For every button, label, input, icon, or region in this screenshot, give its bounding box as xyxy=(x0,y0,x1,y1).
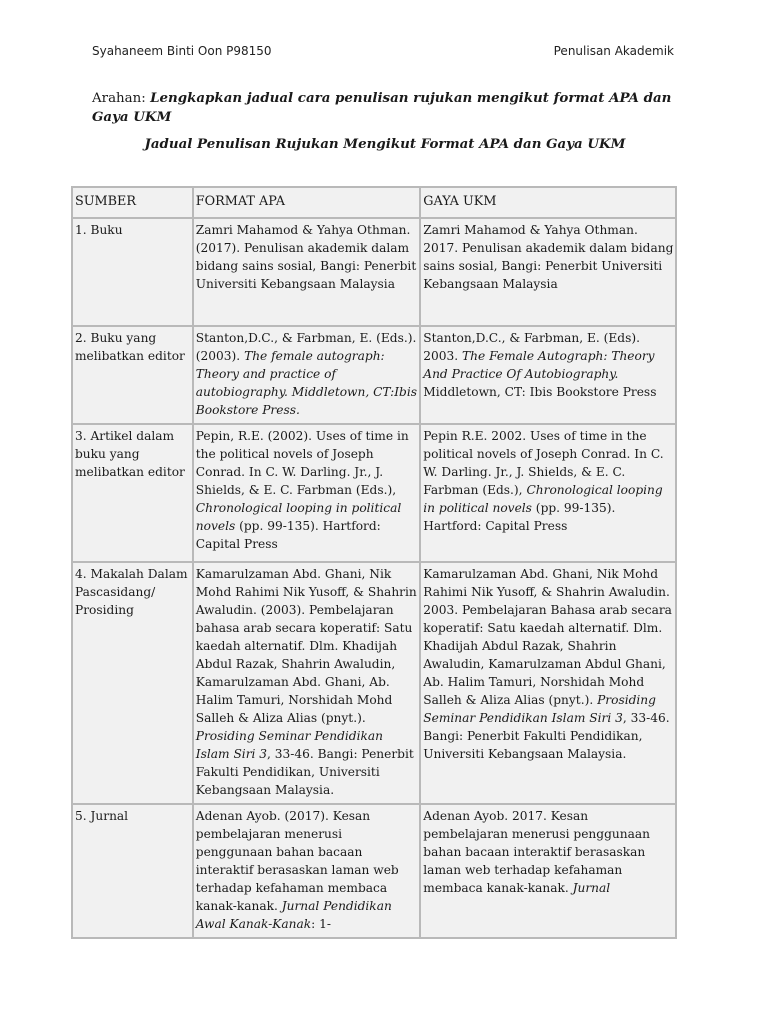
apa-cell xyxy=(194,327,420,423)
ukm-text-post: Middletown, CT: Ibis Bookstore Press xyxy=(423,385,657,399)
ukm-cell xyxy=(421,425,675,561)
apa-cell xyxy=(194,805,420,937)
instruction-lead: Arahan: xyxy=(92,91,151,106)
ukm-italic-title: Chronological looping in political novels xyxy=(423,483,663,515)
ukm-text-post: , 33-46. Bangi: Penerbit Fakulti Pendidikan, Universiti Kebangsaan Malaysia. xyxy=(423,711,670,761)
apa-cell xyxy=(194,219,420,325)
ukm-italic-title: Jurnal xyxy=(572,881,611,895)
apa-text: Adenan Ayob. (2017). Kesan pembelajaran menerusi penggunaan bahan bacaan interaktif berasaskan laman web terhadap kefahaman membaca kanak-kanak. xyxy=(195,809,399,913)
apa-text: Pepin, R.E. (2002). Uses of time in the political novels of Joseph Conrad. In C. W. Darling. Jr., J. Shields, & E. C. Farbman (Eds.), xyxy=(195,429,409,497)
table-row xyxy=(73,425,675,561)
source-cell: 1. Buku xyxy=(73,219,192,325)
source-cell: 3. Artikel dalam buku yang melibatkan editor xyxy=(73,425,192,561)
table-row xyxy=(73,563,675,803)
column-header-source: SUMBER xyxy=(73,188,192,217)
column-header-apa: FORMAT APA xyxy=(194,188,420,217)
apa-text-post: (pp. 99-135). Hartford: Capital Press xyxy=(195,519,381,551)
ukm-text: Adenan Ayob. 2017. Kesan pembelajaran menerusi penggunaan bahan bacaan interaktif berasaskan laman web terhadap kefahaman membaca kanak-kanak. xyxy=(423,809,650,895)
column-header-ukm: GAYA UKM xyxy=(421,188,675,217)
table-row xyxy=(73,805,675,937)
table-row xyxy=(73,327,675,423)
apa-italic-title: Prosiding Seminar Pendidikan Islam Siri 3 xyxy=(195,729,383,761)
table-header-row xyxy=(73,188,675,217)
apa-text-post: : 1- xyxy=(311,917,332,931)
source-cell: 4. Makalah Dalam Pascasidang/ Prosiding xyxy=(73,563,192,803)
ukm-text: Pepin R.E. 2002. Uses of time in the political novels of Joseph Conrad. In C. W. Darling. Jr., J. Shields, & E. C. Farbman (Eds.), xyxy=(423,429,664,497)
apa-text: Kamarulzaman Abd. Ghani, Nik Mohd Rahimi Nik Yusoff, & Shahrin Awaludin. (2003). Pembelajaran bahasa arab secara koperatif: Satu kaedah alternatif. Dlm. Khadijah Abdul Razak, Shahrin Awaludin, Kamarulzaman Abd. Ghani, Ab. Halim Tamuri, Norshidah Mohd Salleh & Aliza Alias (pnyt.). xyxy=(195,567,417,725)
ukm-text: Zamri Mahamod & Yahya Othman. 2017. Penulisan akademik dalam bidang sains sosial, Bangi: Penerbit Universiti Kebangsaan Malaysia xyxy=(423,223,674,291)
header-course: Penulisan Akademik xyxy=(553,44,674,58)
ukm-italic-title: The Female Autograph: Theory And Practice Of Autobiography. xyxy=(423,349,655,381)
ukm-cell xyxy=(421,327,675,423)
header-author: Syahaneem Binti Oon P98150 xyxy=(92,44,272,58)
ukm-cell xyxy=(421,563,675,803)
apa-italic-title: Chronological looping in political novels xyxy=(195,501,402,533)
apa-italic-title: Jurnal Pendidikan Awal Kanak-Kanak xyxy=(195,899,392,931)
ukm-text: Stanton,D.C., & Farbman, E. (Eds). 2003. xyxy=(423,331,640,363)
ukm-italic-title: Prosiding Seminar Pendidikan Islam Siri 3 xyxy=(423,693,656,725)
ukm-cell xyxy=(421,805,675,937)
apa-cell xyxy=(194,425,420,561)
apa-text: Stanton,D.C., & Farbman, E. (Eds.). (2003). xyxy=(195,331,417,363)
apa-italic-title: The female autograph: Theory and practice of autobiography. Middletown, CT:Ibis Bookstore Press. xyxy=(195,349,417,417)
ukm-text-post: (pp. 99-135). Hartford: Capital Press xyxy=(423,501,616,533)
source-cell: 5. Jurnal xyxy=(73,805,192,937)
reference-table xyxy=(71,186,677,939)
apa-text-post: , 33-46. Bangi: Penerbit Fakulti Pendidikan, Universiti Kebangsaan Malaysia. xyxy=(195,747,414,797)
instruction-text: Lengkapkan jadual cara penulisan rujukan mengikut format APA dan Gaya UKM xyxy=(92,90,672,125)
apa-text: Zamri Mahamod & Yahya Othman. (2017). Penulisan akademik dalam bidang sains sosial, Bangi: Penerbit Universiti Kebangsaan Malaysia xyxy=(195,223,417,291)
ukm-cell xyxy=(421,219,675,325)
table-row xyxy=(73,219,675,325)
table-title: Jadual Penulisan Rujukan Mengikut Format APA dan Gaya UKM xyxy=(144,136,626,152)
ukm-text: Kamarulzaman Abd. Ghani, Nik Mohd Rahimi Nik Yusoff, & Shahrin Awaludin. 2003. Pembelajaran Bahasa arab secara koperatif: Satu kaedah alternatif. Dlm. Khadijah Abdul Razak, Shahrin Awaludin, Kamarulzaman Abdul Ghani, Ab. Halim Tamuri, Norshidah Mohd Salleh & Aliza Alias (pnyt.). xyxy=(423,567,672,707)
apa-cell xyxy=(194,563,420,803)
instruction xyxy=(92,89,682,127)
source-cell: 2. Buku yang melibatkan editor xyxy=(73,327,192,423)
